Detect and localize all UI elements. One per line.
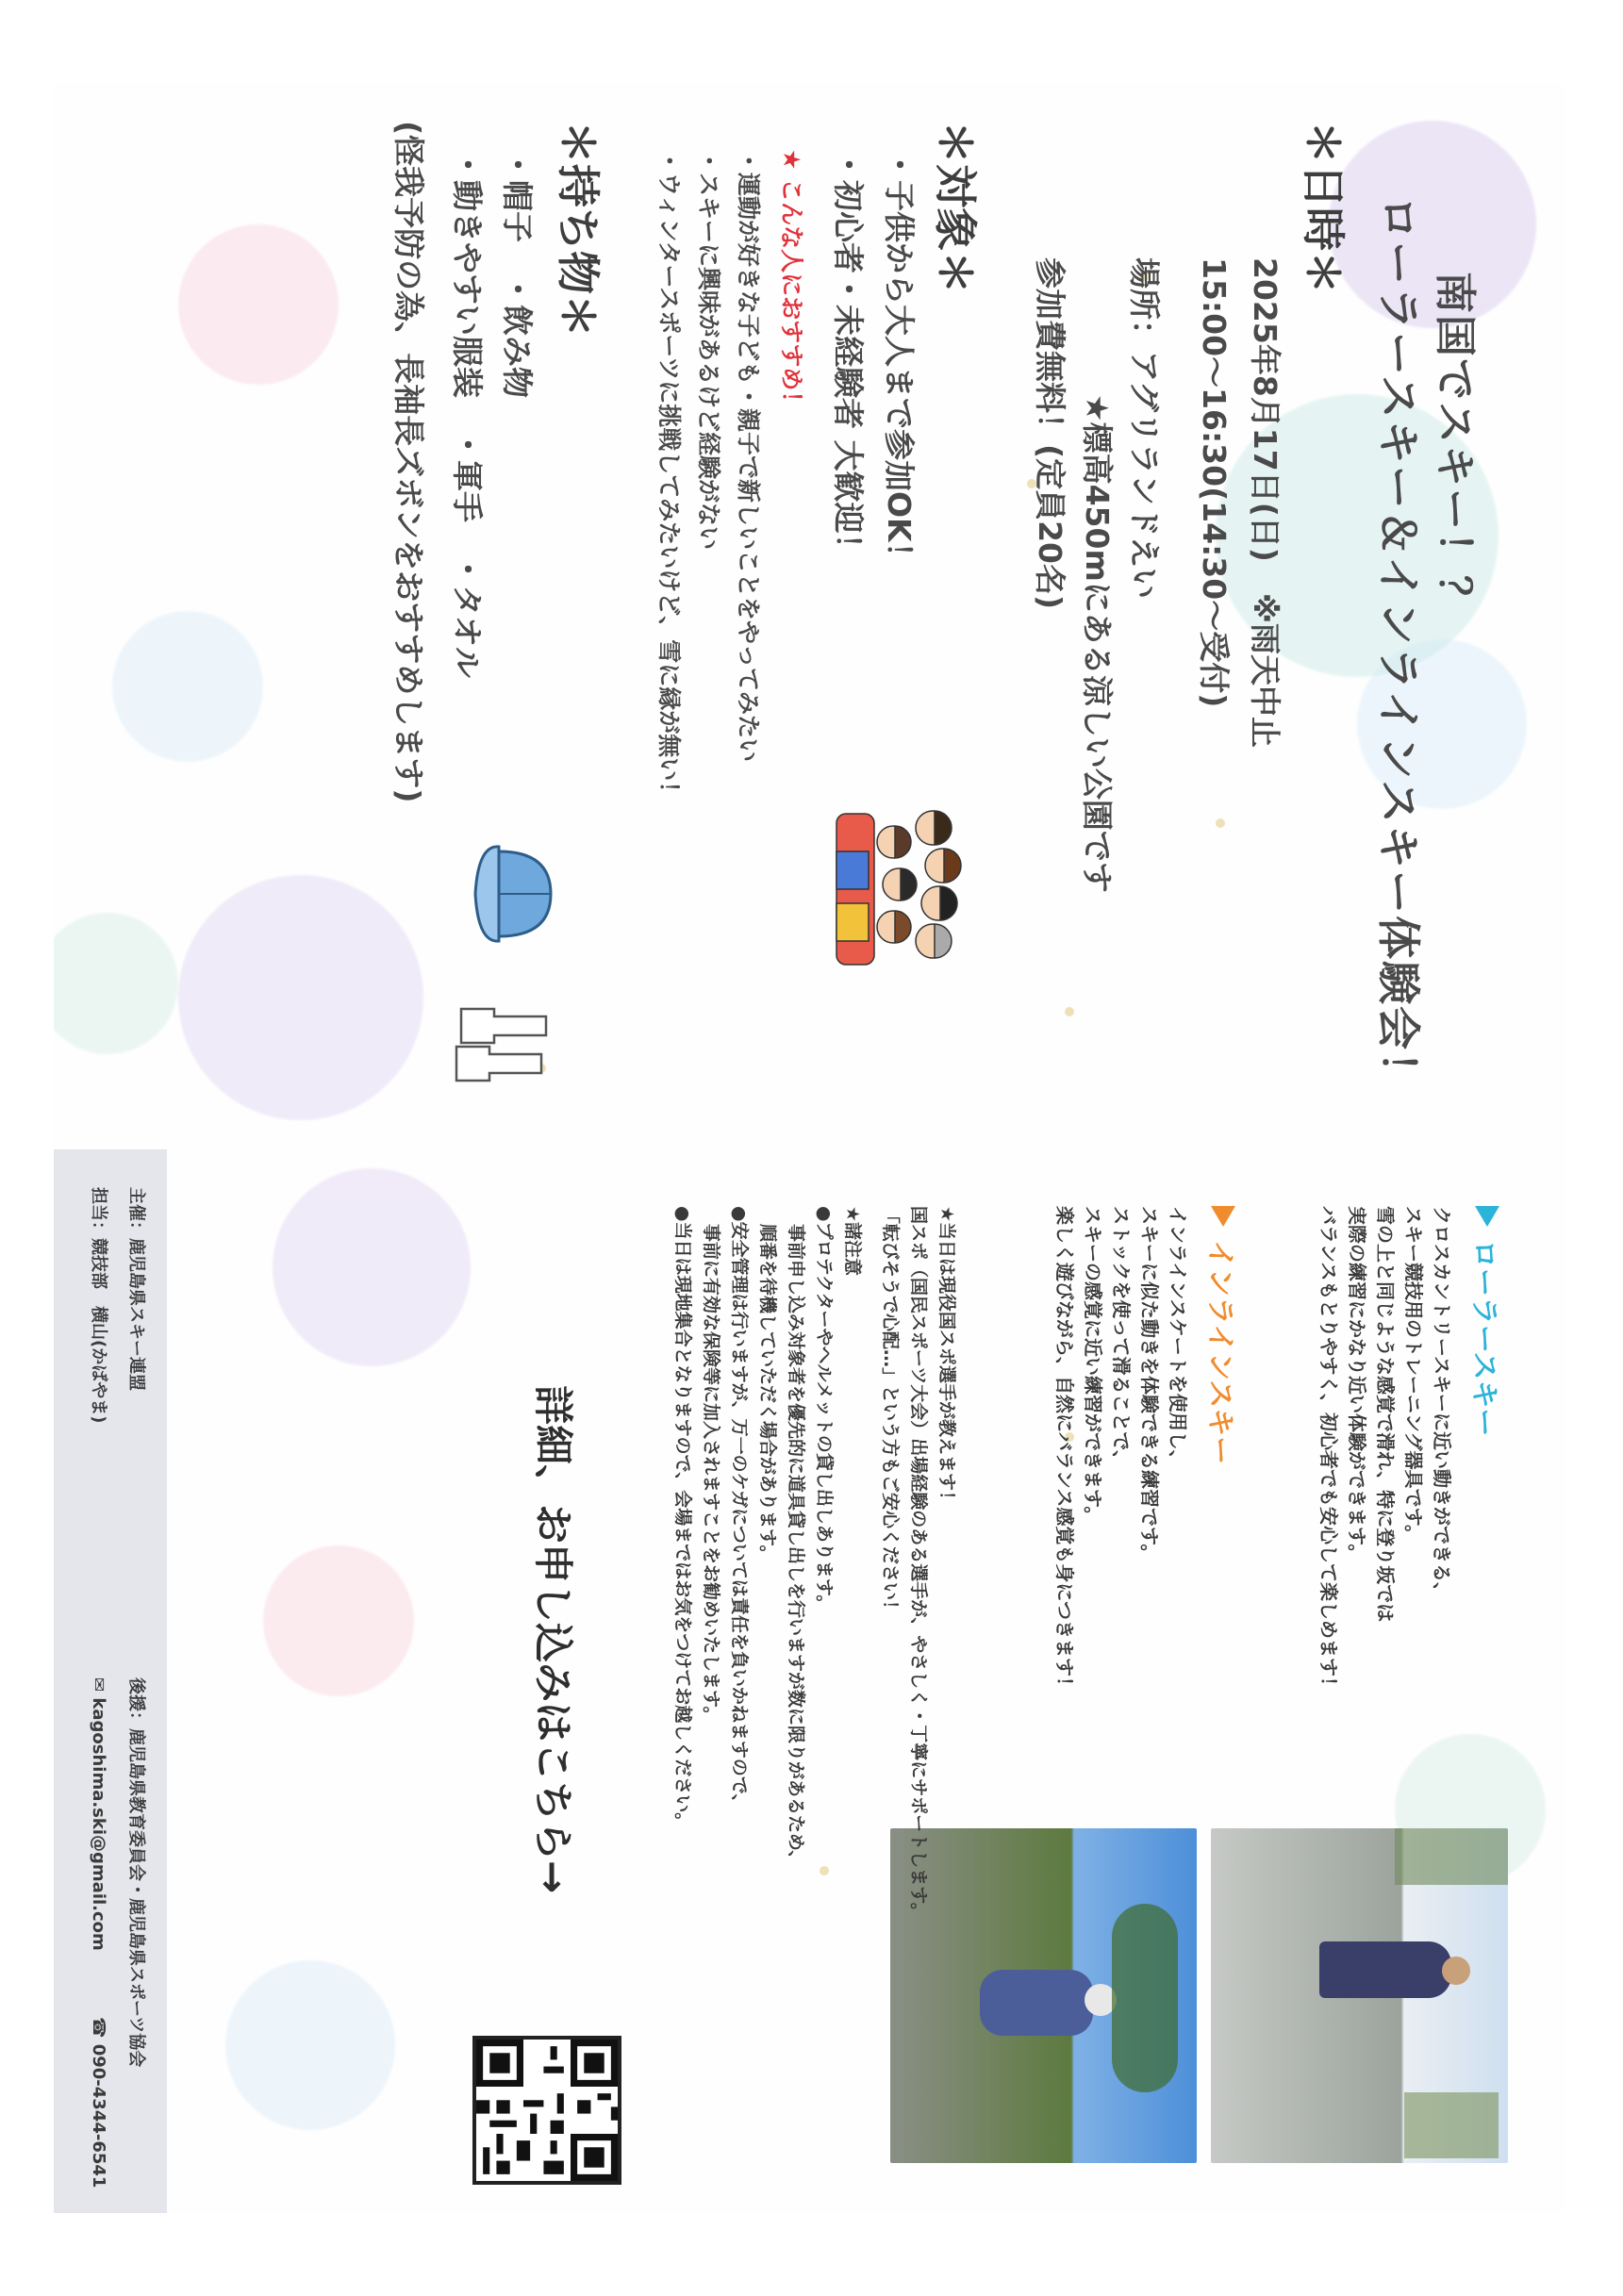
roller-ski-photo [1211, 1828, 1508, 2163]
schedule-note: ★標高450mにある涼しい公園です [1079, 394, 1116, 893]
roller-ski-heading [1466, 1206, 1508, 1437]
recommend-item-2: ・スキーに興味があるけど経験がない [695, 149, 722, 551]
contact-person: 担当：競技部 横山(かばやま) [89, 1187, 108, 1424]
organizer: 主催：鹿児島県スキー連盟 [126, 1187, 146, 1391]
recommend-item-3: ・ウィンタースポーツに挑戦してみたいけど、雪に縁が無い！ [655, 149, 683, 805]
belongings-item-1: ・帽子 ・飲み物 [499, 149, 536, 398]
caution-item-5: 事前に有効な保険等に加入されますことをお勧めいたします。 [701, 1206, 721, 1725]
inline-line-3: ストックを使って滑ることで、 [1110, 1206, 1133, 1469]
event-info-panel [54, 83, 1565, 1149]
target-item-2: ・初心者・未経験者 大歓迎！ [830, 149, 867, 565]
event-title-line1: 南国でスキー！？ [1431, 272, 1479, 619]
schedule-place: 場所：アグリランドえい [1126, 257, 1163, 600]
roller-line-3: 雪の上と同じような感覚で滑れ、特に登り坂では [1374, 1206, 1397, 1623]
caution-item-1: ●プロテクターやヘルメットの貸し出しあります。 [814, 1206, 835, 1613]
roller-line-1: クロスカントリースキーに近い動きができる、 [1431, 1206, 1453, 1601]
caution-heading: ★諸注意 [842, 1206, 863, 1277]
belongings-heading: ＊持ち物＊ [553, 121, 604, 338]
coach-detail-1: 国スポ（国民スポーツ大会）出場経験のある選手が、やさしく・丁寧にサポートします。 [908, 1206, 929, 1921]
event-title-line2: ローラースキー＆インラインスキー体験会！ [1373, 196, 1424, 1097]
inline-ski-heading-text: インラインスキー [1203, 1240, 1236, 1465]
details-panel [54, 1149, 1565, 2213]
recommend-item-1: ・運動が好きな子ども・親子で新しいことをやってみたい [735, 149, 762, 763]
cap-icon [461, 837, 565, 950]
inline-line-4: スキーの感覚に近い練習ができます。 [1082, 1206, 1104, 1526]
caution-item-3: 順番を待機していただく場合があります。 [757, 1206, 778, 1563]
schedule-time: 15:00〜16:30(14:30〜受付) [1196, 257, 1233, 708]
qr-code[interactable] [472, 2036, 621, 2185]
gloves-icon [442, 988, 565, 1111]
target-item-1: ・子供から大人まで参加OK！ [881, 149, 918, 573]
footer [54, 1149, 167, 2213]
recommend-heading: ★ こんな人におすすめ！ [778, 149, 805, 415]
crowd-illustration [829, 800, 970, 979]
email-row[interactable] [84, 1677, 112, 1951]
roller-line-2: スキー競技用のトレーニング器具です。 [1402, 1206, 1425, 1544]
schedule-fee: 参加費無料！(定員20名) [1032, 257, 1068, 610]
inline-ski-heading [1202, 1206, 1244, 1464]
coach-line: ★当日は現役国スポ選手が教えます！ [936, 1206, 957, 1510]
coach-detail-2: 「転びそうで心配…」という方もご安心ください！ [880, 1206, 901, 1619]
arrow-icon [1211, 1206, 1235, 1227]
inline-ski-photo [890, 1828, 1197, 2163]
caution-item-2: 事前申し込み対象者を優先的に道具貸し出しを行いますが数に限りがあるため、 [786, 1206, 806, 1869]
schedule-heading: ＊日時＊ [1298, 121, 1349, 294]
phone-icon: ☎ [89, 2017, 108, 2039]
mail-icon: ✉ [89, 1677, 108, 1693]
target-heading: ＊対象＊ [930, 121, 981, 294]
roller-ski-heading-text: ローラースキー [1467, 1240, 1500, 1437]
roller-line-5: バランスもとりやすく、初心者でも安心して楽しめます！ [1317, 1206, 1340, 1695]
inline-line-1: インラインスケートを使用し、 [1167, 1206, 1189, 1469]
phone-row[interactable] [84, 2017, 112, 2188]
belongings-note: (怪我予防の為、長袖長ズボンをおすすめします) [390, 121, 427, 803]
inline-line-5: 楽しく遊びながら、自然にバランス感覚も身につきます！ [1053, 1206, 1076, 1695]
inline-line-2: スキーに似た動きを体験できる練習です。 [1138, 1206, 1161, 1563]
caution-item-4: ●安全管理は行いますが、万一のケガについては責任を負いかねますので、 [729, 1206, 750, 1812]
phone[interactable]: 090-4344-6541 [89, 2043, 108, 2189]
supporters: 後援：鹿児島県教育委員会・鹿児島県スポーツ協会 [126, 1677, 146, 2068]
email[interactable]: kagoshima.ski@gmail.com [89, 1697, 108, 1951]
schedule-date: 2025年8月17日(日) ※雨天中止 [1247, 257, 1283, 748]
belongings-item-2: ・動きやすい服装 ・軍手 ・タオル [449, 149, 486, 678]
cta-link[interactable]: 詳細、お申し込みはこちら→ [530, 1385, 576, 1894]
roller-line-4: 実際の練習にかなり近い体験ができます。 [1346, 1206, 1368, 1563]
caution-item-6: ●当日は現地集合となりますので、会場まではお気をつけてお越しください。 [672, 1206, 693, 1831]
arrow-icon [1475, 1206, 1499, 1227]
